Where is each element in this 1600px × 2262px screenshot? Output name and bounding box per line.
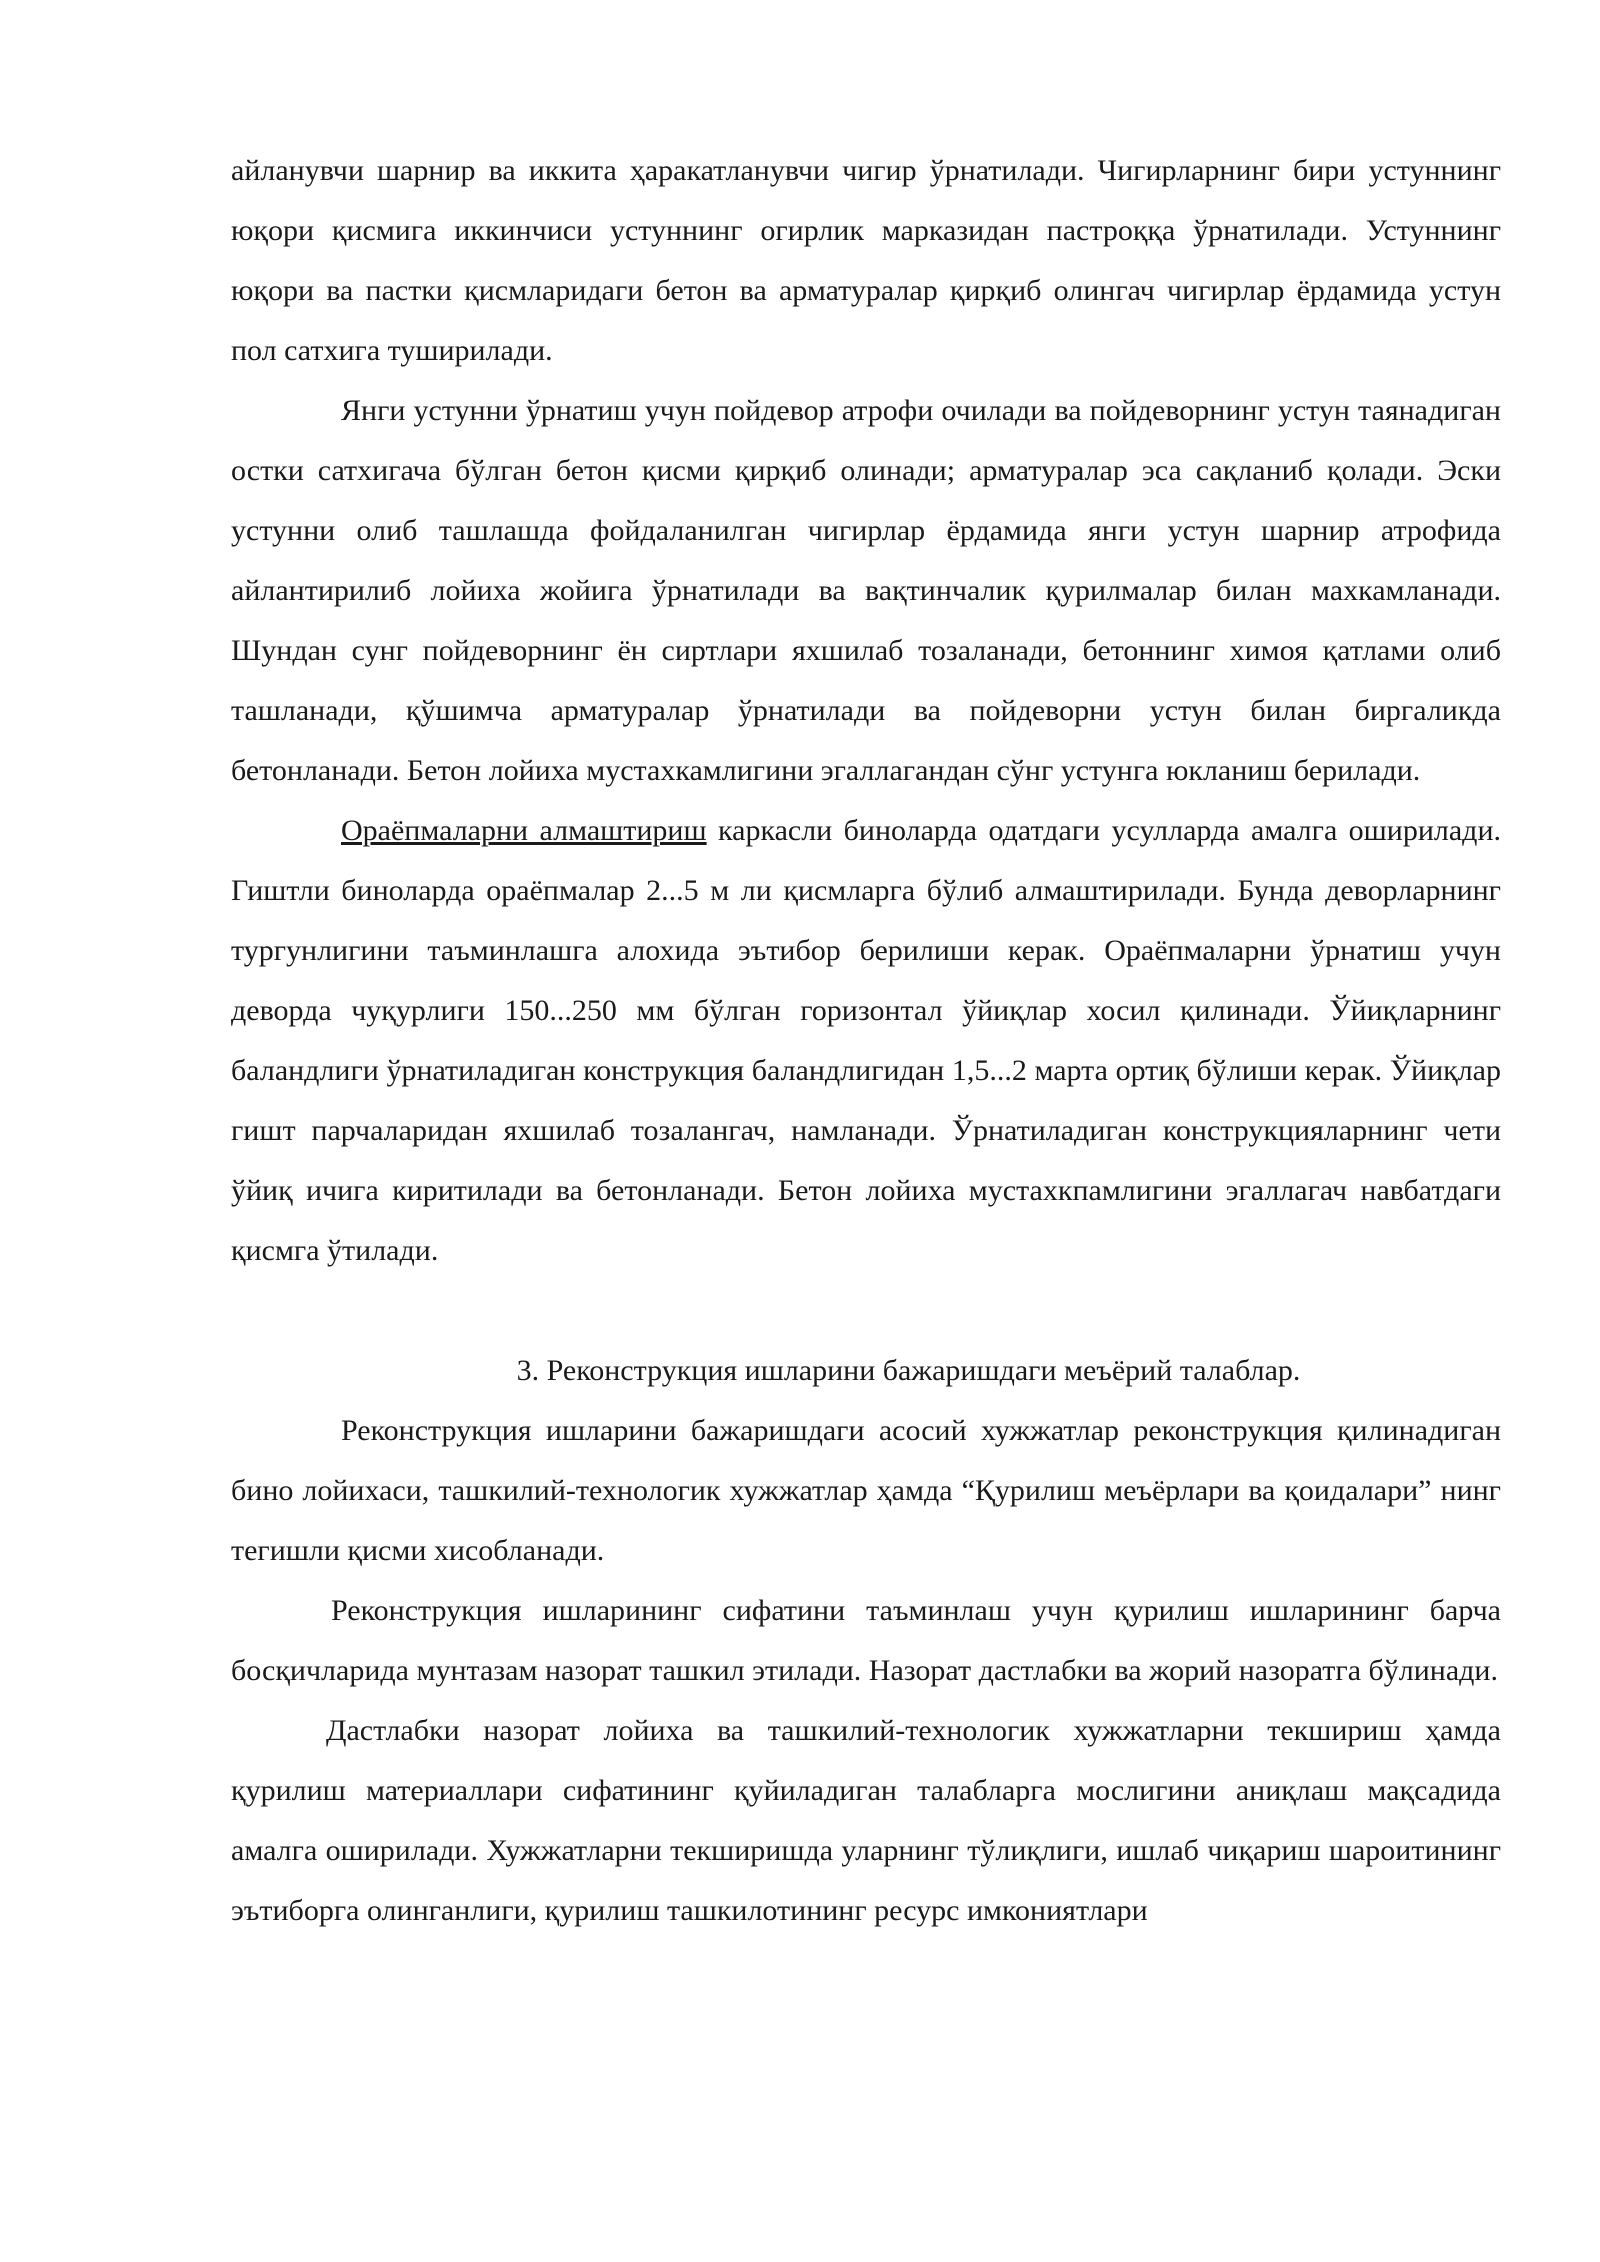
underlined-term: Ораёпмаларни алмаштириш [341,814,707,847]
document-body [231,141,1501,1941]
paragraph-3 [231,801,1501,1281]
paragraph-1: айланувчи шарнир ва иккита ҳаракатланувчи чигир ўрнатилади. Чигирларнинг бири устуннинг юқори қисмига иккинчиси устуннинг огирлик марказидан пастроққа ўрнатилади. Устуннинг юқори ва пастки қисмларидаги бетон ва арматуралар қирқиб олингач чигирлар ёрдамида устун пол сатхига туширилади. [231,154,1501,367]
paragraph-6: Дастлабки назорат лойиха ва ташкилий-технологик хужжатларни текшириш ҳамда қурилиш материаллари сифатининг қуйиладиган талабларга мослигини аниқлаш мақсадида амалга оширилади. Хужжатларни текширишда уларнинг тўлиқлиги, ишлаб чиқариш шароитининг эътиборга олинганлиги, қурилиш ташкилотининг ресурс имкониятлари [231,1714,1501,1927]
paragraph-3-text: каркасли биноларда одатдаги усулларда амалга оширилади. Гиштли биноларда ораёпмалар 2...5 м ли қисмларга бўлиб алмаштирилади. Бунда деворларнинг тургунлигини таъминлашга алохида эътибор берилиши керак. Ораёпмаларни ўрнатиш учун деворда чуқурлиги 150...250 мм бўлган горизонтал ўйиқлар хосил қилинади. Ўйиқларнинг баландлиги ўрнатиладиган конструкция баландлигидан 1,5...2 марта ортиқ бўлиши керак. Ўйиқлар гишт парчаларидан яхшилаб тозалангач, намланади. Ўрнатиладиган конструкцияларнинг чети ўйиқ ичига киритилади ва бетонланади. Бетон лойиха мустахкпамлигини эгаллагач навбатдаги қисмга ўтилади. [231,814,1501,1267]
paragraph-5: Реконструкция ишларининг сифатини таъминлаш учун қурилиш ишларининг барча босқичларида мунтазам назорат ташкил этилади. Назорат дастлабки ва жорий назоратга бўлинади. [231,1594,1501,1687]
section-heading: 3. Реконструкция ишларини бажаришдаги меъёрий талаблар. [516,1354,1301,1387]
paragraph-2: Янги устунни ўрнатиш учун пойдевор атрофи очилади ва пойдеворнинг устун таянадиган остки сатхигача бўлган бетон қисми қирқиб олинади; арматуралар эса сақланиб қолади. Эски устунни олиб ташлашда фойдаланилган чигирлар ёрдамида янги устун шарнир атрофида айлантирилиб лойиха жойига ўрнатилади ва вақтинчалик қурилмалар билан махкамланади. Шундан сунг пойдеворнинг ён сиртлари яхшилаб тозаланади, бетоннинг химоя қатлами олиб ташланади, қўшимча арматуралар ўрнатилади ва пойдеворни устун билан биргаликда бетонланади. Бетон лойиха мустахкамлигини эгаллагандан сўнг устунга юкланиш берилади. [231,394,1501,787]
paragraph-4: Реконструкция ишларини бажаришдаги асосий хужжатлар реконструкция қилинадиган бино лойихаси, ташкилий-технологик хужжатлар ҳамда “Қурилиш меъёрлари ва қоидалари” нинг тегишли қисми хисобланади. [231,1414,1501,1567]
